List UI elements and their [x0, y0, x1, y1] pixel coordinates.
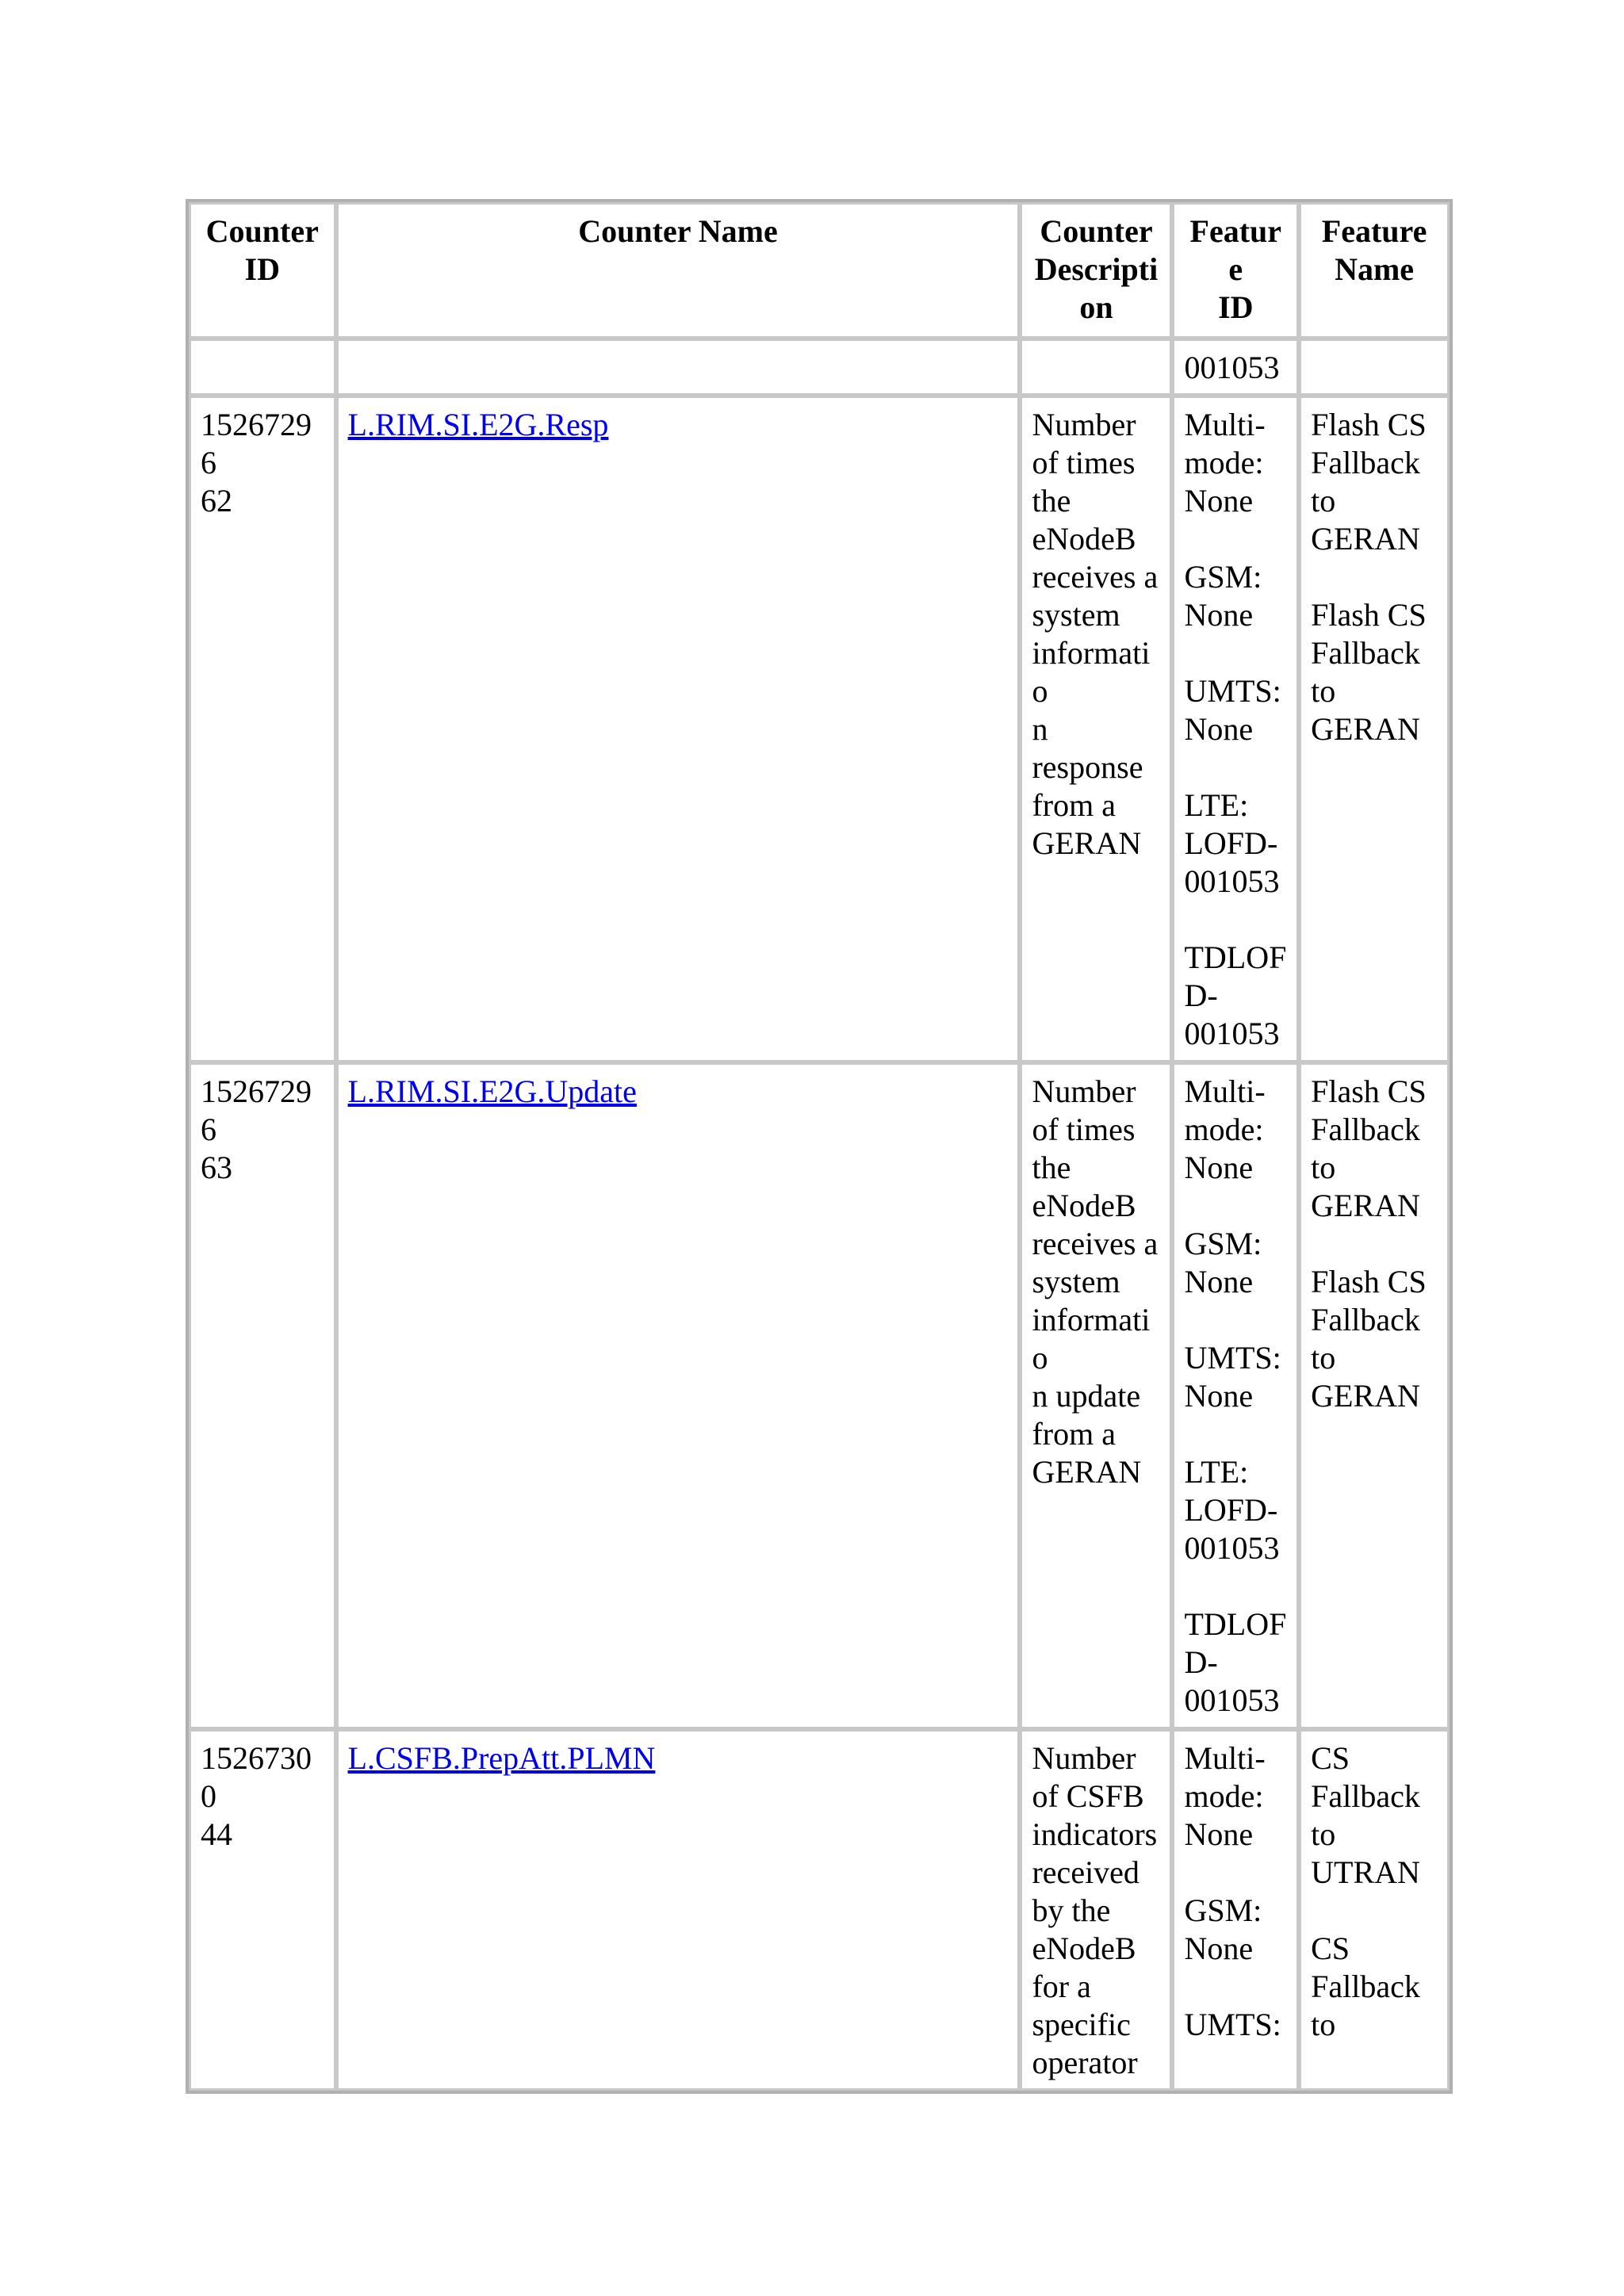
header-feature-id: Feature ID	[1172, 202, 1299, 339]
header-counter-id: Counter ID	[189, 202, 336, 339]
header-counter-name: Counter Name	[336, 202, 1021, 339]
cell-feature-id: Multi- mode: None GSM: None UMTS: None LTE: LOFD- 001053 TDLOF D- 001053	[1172, 1062, 1299, 1729]
table-row	[189, 1062, 1450, 1729]
cell-feature-name: Flash CS Fallback to GERAN Flash CS Fallback to GERAN	[1299, 1062, 1450, 1729]
cell-counter-id: 15267300 44	[189, 1729, 336, 2091]
header-feature-name: Feature Name	[1299, 202, 1450, 339]
header-counter-description: Counter Descripti on	[1020, 202, 1172, 339]
cell-feature-id: Multi- mode: None GSM: None UMTS: None LTE: LOFD- 001053 TDLOF D- 001053	[1172, 396, 1299, 1062]
cell-counter-description: Number of CSFB indicators received by the eNodeB for a specific operator	[1020, 1729, 1172, 2091]
cell-counter-description	[1020, 339, 1172, 396]
cell-counter-id	[189, 339, 336, 396]
table-row	[189, 396, 1450, 1062]
counter-name-link[interactable]: L.CSFB.PrepAtt.PLMN	[347, 1740, 656, 1776]
cell-feature-name: CS Fallback to UTRAN CS Fallback to	[1299, 1729, 1450, 2091]
cell-counter-id: 15267296 62	[189, 396, 336, 1062]
header-row	[189, 202, 1450, 339]
cell-feature-id: 001053	[1172, 339, 1299, 396]
counter-table	[186, 199, 1453, 2094]
cell-counter-name	[336, 1729, 1021, 2091]
cell-counter-name	[336, 1062, 1021, 1729]
cell-counter-description: Number of times the eNodeB receives a system informatio n response from a GERAN	[1020, 396, 1172, 1062]
cell-feature-name	[1299, 339, 1450, 396]
counter-name-link[interactable]: L.RIM.SI.E2G.Update	[347, 1073, 637, 1109]
cell-counter-name	[336, 339, 1021, 396]
cell-counter-name	[336, 396, 1021, 1062]
cell-feature-id: Multi- mode: None GSM: None UMTS:	[1172, 1729, 1299, 2091]
cell-counter-description: Number of times the eNodeB receives a system informatio n update from a GERAN	[1020, 1062, 1172, 1729]
cell-counter-id: 15267296 63	[189, 1062, 336, 1729]
counter-name-link[interactable]: L.RIM.SI.E2G.Resp	[347, 407, 609, 442]
table-row-continued	[189, 339, 1450, 396]
table-row	[189, 1729, 1450, 2091]
cell-feature-name: Flash CS Fallback to GERAN Flash CS Fallback to GERAN	[1299, 396, 1450, 1062]
